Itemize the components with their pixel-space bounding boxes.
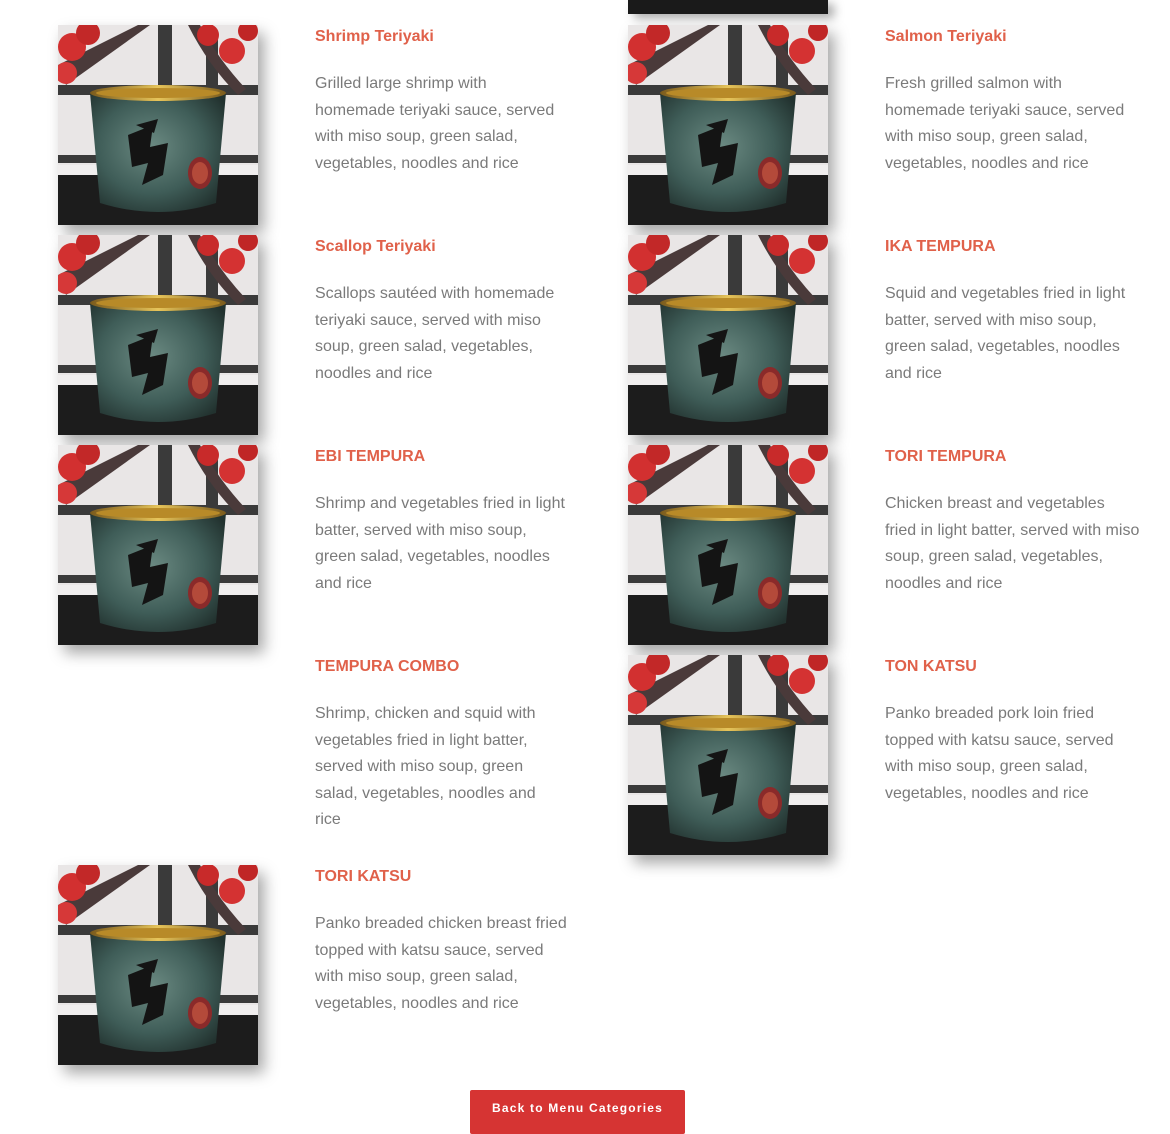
tea-cup-image	[628, 445, 828, 645]
item-description: Shrimp and vegetables fried in light batter, served with miso soup, green salad, vegetables, noodles and rice	[315, 495, 565, 592]
tea-cup-image	[58, 445, 258, 645]
item-description: Shrimp, chicken and squid with vegetables fried in light batter, served with miso soup, green salad, vegetables, noodles and rice	[315, 705, 536, 828]
tea-cup-image	[628, 655, 828, 855]
item-description: Squid and vegetables fried in light batter, served with miso soup, green salad, vegetables, noodles and rice	[885, 285, 1126, 382]
previous-item-image-edge	[628, 0, 828, 14]
item-title: EBI TEMPURA	[315, 448, 426, 465]
item-description: Scallops sautéed with homemade teriyaki sauce, served with miso soup, green salad, vegetables, noodles and rice	[315, 285, 555, 382]
item-description: Panko breaded chicken breast fried topped with katsu sauce, served with miso soup, green salad, vegetables, noodles and rice	[315, 915, 567, 1012]
item-description: Grilled large shrimp with homemade teriyaki sauce, served with miso soup, green salad, vegetables, noodles and rice	[315, 75, 555, 172]
tea-cup-image	[628, 25, 828, 225]
tea-cup-image	[58, 865, 258, 1065]
back-to-menu-categories-button[interactable]: Back to Menu Categories	[470, 1090, 685, 1134]
item-title: TEMPURA COMBO	[315, 658, 460, 675]
item-description: Fresh grilled salmon with homemade teriyaki sauce, served with miso soup, green salad, vegetables, noodles and rice	[885, 75, 1125, 172]
item-description: Chicken breast and vegetables fried in light batter, served with miso soup, green salad, vegetables, noodles and rice	[885, 495, 1140, 592]
item-title: Shrimp Teriyaki	[315, 28, 434, 45]
tea-cup-image	[58, 235, 258, 435]
tea-cup-image	[628, 235, 828, 435]
item-title: TORI TEMPURA	[885, 448, 1007, 465]
item-title: TON KATSU	[885, 658, 977, 675]
item-description: Panko breaded pork loin fried topped with katsu sauce, served with miso soup, green salad, vegetables, noodles and rice	[885, 705, 1114, 802]
item-title: Salmon Teriyaki	[885, 28, 1007, 45]
item-title: IKA TEMPURA	[885, 238, 996, 255]
item-title: TORI KATSU	[315, 868, 412, 885]
item-title: Scallop Teriyaki	[315, 238, 436, 255]
tea-cup-image	[58, 25, 258, 225]
